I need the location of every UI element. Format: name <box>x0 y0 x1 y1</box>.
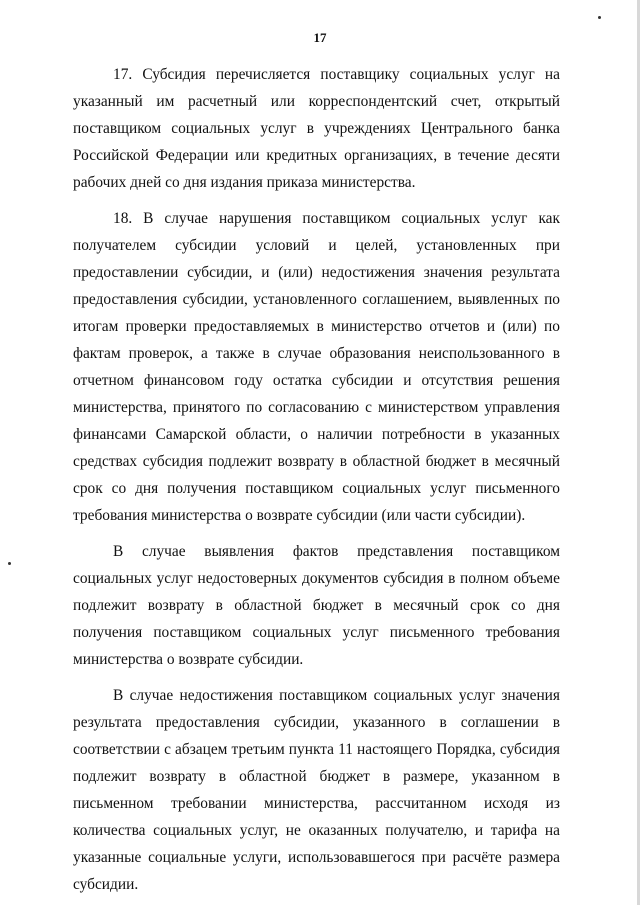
scan-dot <box>8 562 11 565</box>
page-number: 17 <box>313 30 327 45</box>
paragraph-17: 17. Субсидия перечисляется поставщику социальных услуг на указанный им расчетный или корреспондентский счет, открытый поставщиком социальных услуг в учреждениях Центрального банка Российской Федерации или кредитных организациях, в течение десяти рабочих дней со дня издания приказа министерства. <box>73 66 560 191</box>
paragraph-18: 18. В случае нарушения поставщиком социальных услуг как получателем субсидии условий и целей, установленных при предоставлении субсидии, и (или) недостижения значения результата предоставления субсидии, установленного соглашением, выявленных по итогам проверки предоставляемых в министерство отчетов и (или) по фактам проверок, а также в случае образования неиспользованного в отчетном финансовом году остатка субсидии и отсутствия решения министерства, принятого по согласованию с министерством управления финансами Самарской области, о наличии потребности в указанных средствах субсидия подлежит возврату в областной бюджет в месячный срок со дня получения поставщиком социальных услуг письменного требования министерства о возврате субсидии (или части субсидии). <box>73 210 560 524</box>
document-body <box>73 61 560 907</box>
scan-dot <box>598 16 601 19</box>
paragraph-false-documents: В случае выявления фактов представления поставщиком социальных услуг недостоверных документов субсидия в полном объеме подлежит возврату в областной бюджет в месячный срок со дня получения поставщиком социальных услуг письменного требования министерства о возврате субсидии. <box>73 543 560 668</box>
paragraph-result-not-achieved: В случае недостижения поставщиком социальных услуг значения результата предоставления субсидии, указанного в соглашении в соответствии с абзацем третьим пункта 11 настоящего Порядка, субсидия подлежит возврату в областной бюджет в размере, указанном в письменном требовании министерства, рассчитанном исходя из количества социальных услуг, не оказанных получателю, и тарифа на указанные социальные услуги, использовавшегося при расчёте размера субсидии. <box>73 687 560 893</box>
